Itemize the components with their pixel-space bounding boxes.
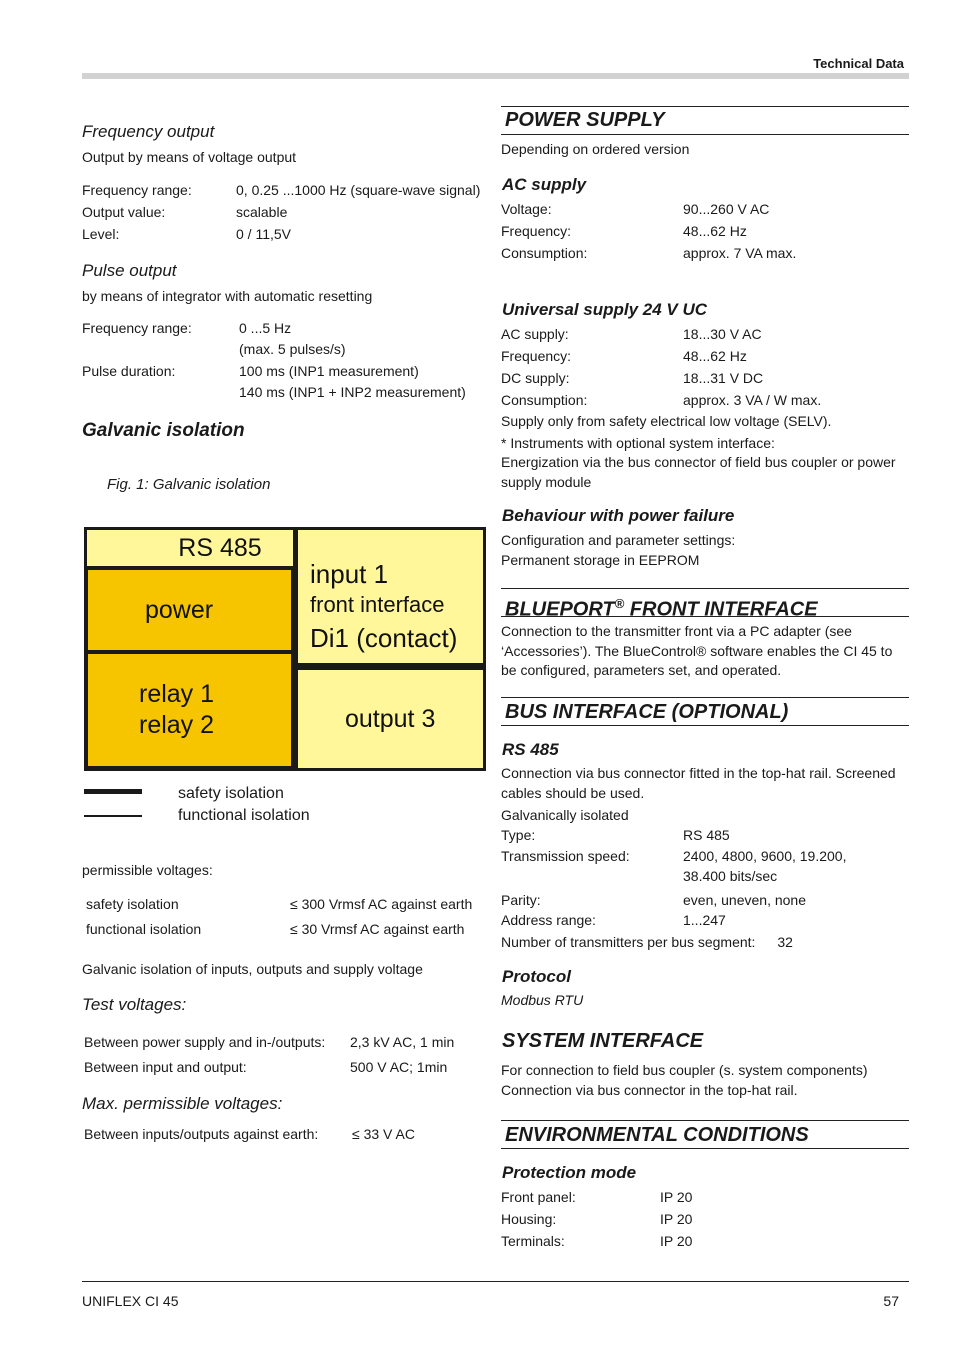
bus-key: Address range: [501, 912, 596, 928]
permissible-value: ≤ 300 Vrmsf AC against earth [290, 896, 473, 912]
frequency-output-value: 0, 0.25 ...1000 Hz (square-wave signal) [236, 181, 481, 198]
frequency-output-table [82, 179, 482, 245]
permissible-key: safety isolation [86, 896, 179, 912]
ac-supply-table [501, 198, 909, 264]
frequency-output-key: Frequency range: [82, 181, 192, 198]
universal-supply-key: AC supply: [501, 326, 569, 342]
max-voltage-value: ≤ 33 V AC [352, 1126, 415, 1142]
pulse-output-block [82, 261, 482, 404]
ac-supply-key: Frequency: [501, 223, 572, 239]
bus-key: Type: [501, 827, 536, 843]
protection-value: IP 20 [660, 1189, 693, 1205]
test-voltages-table [84, 1030, 484, 1080]
universal-supply-row [501, 367, 909, 389]
protection-row [501, 1230, 909, 1252]
blueport-rule [501, 588, 909, 621]
pulse-output-value: 140 ms (INP1 + INP2 measurement) [239, 384, 466, 400]
ac-supply-key: Voltage: [501, 201, 552, 217]
protection-row [501, 1208, 909, 1230]
system-line-1: For connection to field bus coupler (s. system components) [501, 1062, 868, 1078]
bus-row [501, 866, 909, 887]
protection-key: Housing: [501, 1211, 557, 1227]
legend-functional: functional isolation [178, 807, 310, 824]
frequency-output-desc: Output by means of voltage output [82, 149, 297, 165]
max-voltage-row [84, 1123, 484, 1145]
universal-supply-heading: Universal supply 24 V UC [502, 300, 708, 319]
test-voltage-row [84, 1030, 484, 1055]
behaviour-line-2: Permanent storage in EEPROM [501, 552, 700, 568]
pulse-output-key: Pulse duration: [82, 362, 176, 379]
bus-value: 1...247 [683, 912, 726, 928]
environment-rule [501, 1120, 909, 1149]
universal-supply-row [501, 345, 909, 367]
protection-table [501, 1186, 909, 1252]
galvanic-isolation-diagram [84, 527, 486, 771]
section-tag: Technical Data [813, 56, 904, 71]
pulse-output-key: Frequency range: [82, 319, 192, 336]
frequency-output-heading: Frequency output [82, 122, 215, 141]
protocol-heading: Protocol [502, 967, 571, 986]
system-line-2: Connection via bus connector in the top-hat rail. [501, 1082, 798, 1098]
protection-value: IP 20 [660, 1211, 693, 1227]
bus-rule [501, 697, 909, 726]
frequency-output-value: 0 / 11,5V [236, 225, 292, 242]
bus-row [501, 890, 909, 911]
bus-value: 2400, 4800, 9600, 19.200, [683, 847, 847, 864]
frequency-output-row [82, 179, 482, 201]
protection-mode-heading: Protection mode [502, 1163, 637, 1182]
universal-supply-table [501, 323, 909, 411]
pulse-output-desc: by means of integrator with automatic resetting [82, 288, 373, 304]
permissible-table [86, 892, 486, 942]
ac-supply-value: approx. 7 VA max. [683, 245, 797, 261]
bus-count-row [501, 933, 793, 953]
header-bar [82, 73, 909, 79]
permissible-key: functional isolation [86, 921, 202, 937]
protection-row [501, 1186, 909, 1208]
pulse-output-heading: Pulse output [82, 261, 177, 280]
pulse-output-row [82, 382, 482, 404]
galvanic-heading: Galvanic isolation [82, 420, 245, 441]
bus-count-label: Number of transmitters per bus segment: [501, 934, 756, 950]
max-voltages-table [84, 1123, 484, 1145]
galvanic-isolated: Galvanically isolated [501, 807, 629, 823]
bus-row [501, 910, 909, 931]
universal-supply-value: 48...62 Hz [683, 348, 747, 364]
universal-supply-key: DC supply: [501, 370, 570, 386]
system-interface-heading: SYSTEM INTERFACE [502, 1030, 704, 1052]
safety-isolation-line [84, 789, 142, 794]
figure-caption: Fig. 1: Galvanic isolation [107, 476, 271, 493]
universal-supply-row [501, 323, 909, 345]
test-voltage-row [84, 1055, 484, 1080]
left-column [82, 122, 482, 245]
behaviour-heading: Behaviour with power failure [502, 506, 735, 525]
pulse-output-value: 100 ms (INP1 measurement) [239, 362, 419, 379]
functional-isolation-line [84, 815, 142, 817]
environment-heading: ENVIRONMENTAL CONDITIONS [505, 1124, 809, 1146]
ac-supply-value: 90...260 V AC [683, 201, 770, 217]
diagram-input: input 1 front interface Di1 (contact) [298, 530, 483, 663]
diagram-rs485: RS 485 [87, 530, 293, 566]
footer-product: UNIFLEX CI 45 [82, 1293, 179, 1309]
legend-safety: safety isolation [178, 785, 284, 802]
frequency-output-key: Output value: [82, 203, 166, 220]
bus-table [501, 825, 909, 931]
power-supply-desc: Depending on ordered version [501, 141, 690, 157]
bus-row [501, 846, 909, 867]
ac-supply-key: Consumption: [501, 245, 588, 261]
ac-supply-row [501, 242, 909, 264]
test-voltage-key: Between input and output: [84, 1059, 247, 1075]
blueport-heading: BLUEPORT® FRONT INTERFACE [505, 596, 818, 621]
permissible-label: permissible voltages: [82, 862, 213, 878]
selv-note: Supply only from safety electrical low voltage (SELV). [501, 413, 832, 429]
bus-value: RS 485 [683, 827, 730, 843]
diagram-output3: output 3 [298, 670, 483, 768]
footer-page-number: 57 [883, 1293, 899, 1309]
pulse-output-row [82, 361, 482, 383]
blueport-text: Connection to the transmitter front via a PC adapter (see ‘Accessories’). The BlueControl® software enables the CI 45 to be configured, parameters set, and operated. [501, 623, 893, 678]
protection-key: Front panel: [501, 1189, 576, 1205]
pulse-output-row [82, 339, 482, 361]
permissible-row [86, 892, 486, 917]
diagram-power: power [88, 570, 291, 650]
galvanic-note: Galvanic isolation of inputs, outputs and supply voltage [82, 961, 423, 977]
rs485-text: Connection via bus connector fitted in the top-hat rail. Screened cables should be used. [501, 765, 896, 801]
protection-key: Terminals: [501, 1233, 565, 1249]
max-voltages-heading: Max. permissible voltages: [82, 1094, 283, 1113]
universal-supply-value: 18...31 V DC [683, 370, 764, 386]
bus-value: 38.400 bits/sec [683, 868, 778, 884]
bus-count-value: 32 [777, 934, 793, 950]
test-voltage-value: 500 V AC; 1min [350, 1059, 448, 1075]
test-voltage-value: 2,3 kV AC, 1 min [350, 1034, 455, 1050]
universal-supply-key: Consumption: [501, 392, 588, 408]
permissible-row [86, 917, 486, 942]
bus-value: even, uneven, none [683, 891, 806, 908]
footer-rule [82, 1281, 909, 1282]
universal-supply-row [501, 389, 909, 411]
pulse-output-value: (max. 5 pulses/s) [239, 341, 346, 357]
diagram-relays: relay 1 relay 2 [88, 654, 291, 766]
behaviour-line-1: Configuration and parameter settings: [501, 532, 736, 548]
bus-key: Transmission speed: [501, 847, 630, 864]
protection-value: IP 20 [660, 1233, 693, 1249]
power-supply-heading: POWER SUPPLY [505, 109, 665, 131]
max-voltage-key: Between inputs/outputs against earth: [84, 1126, 319, 1142]
frequency-output-value: scalable [236, 203, 288, 220]
rs485-heading: RS 485 [502, 740, 559, 759]
power-supply-rule [501, 106, 909, 135]
frequency-output-key: Level: [82, 225, 120, 242]
ac-supply-value: 48...62 Hz [683, 223, 747, 239]
frequency-output-row [82, 223, 482, 245]
universal-supply-key: Frequency: [501, 348, 572, 364]
pulse-output-row [82, 318, 482, 340]
bus-key: Parity: [501, 891, 541, 908]
test-voltage-key: Between power supply and in-/outputs: [84, 1034, 326, 1050]
ac-supply-row [501, 220, 909, 242]
pulse-output-table [82, 318, 482, 404]
star-note-2: Energization via the bus connector of field bus coupler or power supply module [501, 454, 896, 490]
ac-supply-row [501, 198, 909, 220]
star-note-1: * Instruments with optional system interface: [501, 435, 775, 451]
frequency-output-row [82, 201, 482, 223]
protocol-value: Modbus RTU [501, 992, 584, 1008]
bus-row [501, 825, 909, 846]
universal-supply-value: 18...30 V AC [683, 326, 762, 342]
permissible-value: ≤ 30 Vrmsf AC against earth [290, 921, 465, 937]
ac-supply-heading: AC supply [502, 175, 587, 194]
bus-heading: BUS INTERFACE (OPTIONAL) [505, 701, 789, 723]
test-voltages-heading: Test voltages: [82, 995, 187, 1014]
pulse-output-value: 0 ...5 Hz [239, 319, 292, 336]
universal-supply-value: approx. 3 VA / W max. [683, 392, 822, 408]
